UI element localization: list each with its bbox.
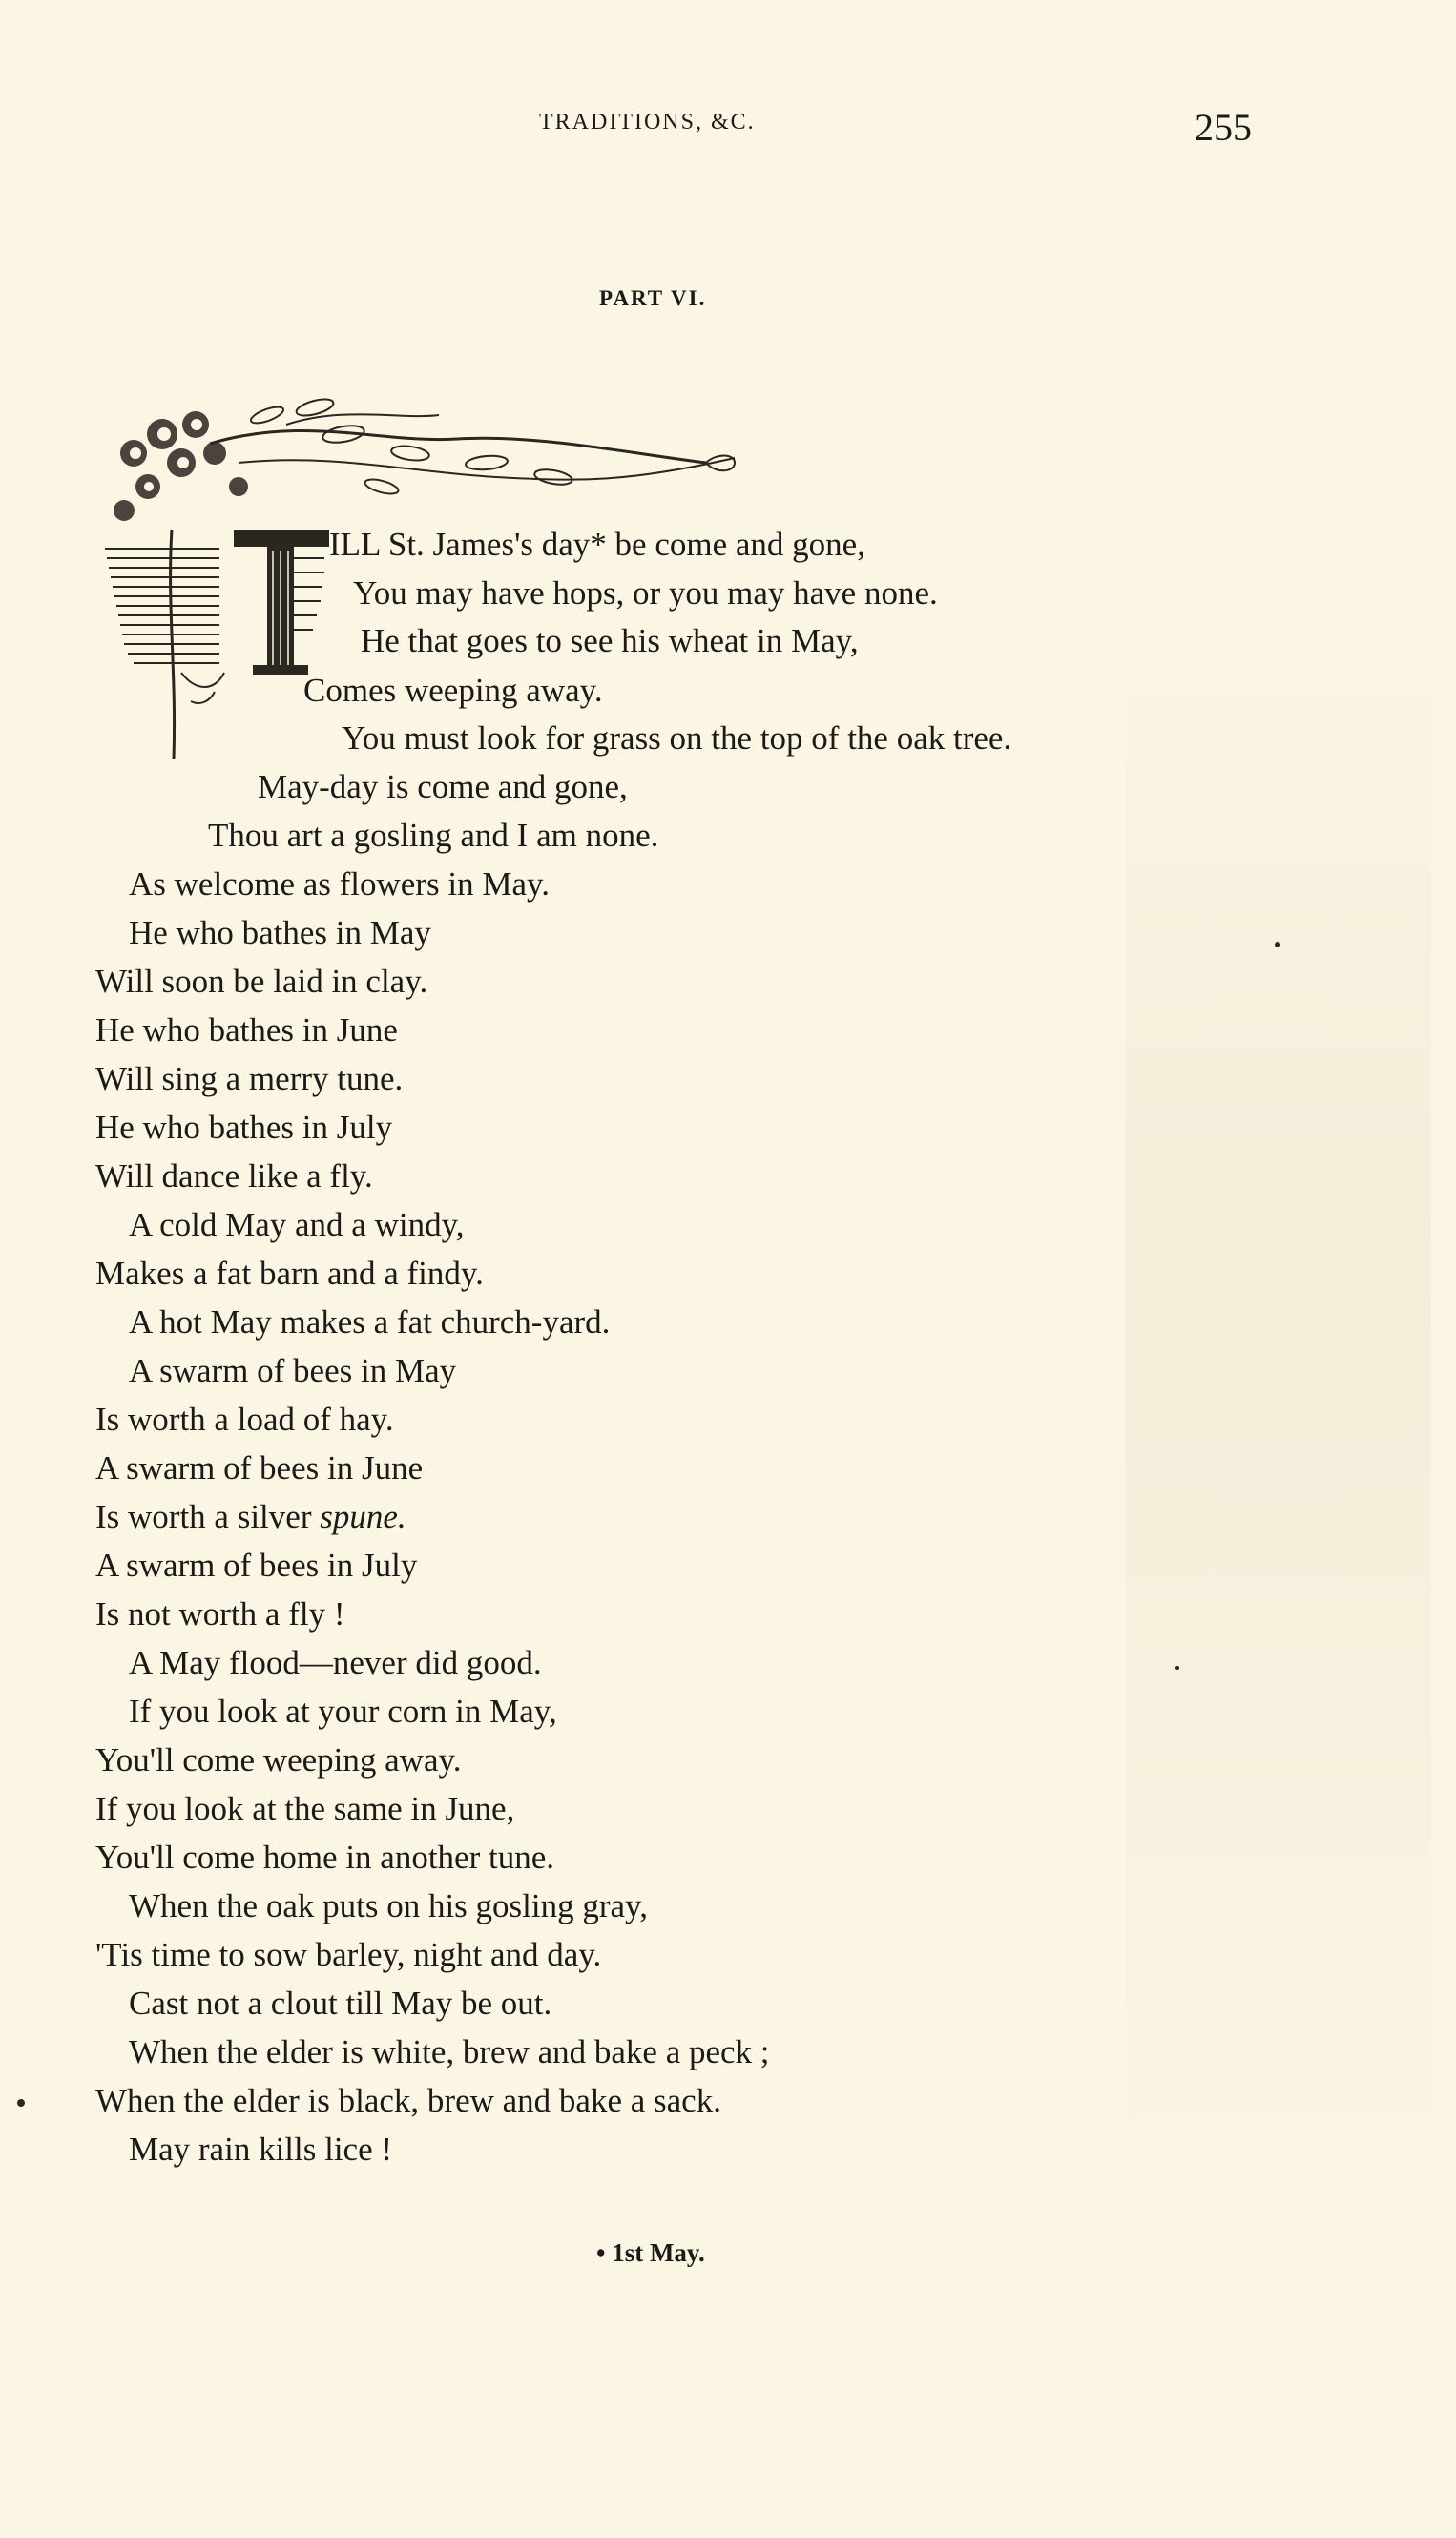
verse-line: Will sing a merry tune. (95, 1060, 404, 1097)
verse-line: When the oak puts on his gosling gray, (129, 1887, 649, 1924)
verse-line: A swarm of bees in June (95, 1449, 424, 1487)
verse-line: He that goes to see his wheat in May, (361, 622, 859, 659)
footnote: • 1st May. (596, 2238, 705, 2267)
verse-line: ILL St. James's day* be come and gone, (329, 526, 865, 563)
italic-word: spune. (320, 1498, 406, 1535)
verse-line: When the elder is black, brew and bake a sack. (95, 2082, 721, 2119)
verse-line: You'll come home in another tune. (95, 1839, 555, 1876)
verse-line: A swarm of bees in May (129, 1352, 457, 1389)
page-number: 255 (1195, 106, 1252, 149)
verse-line: If you look at the same in June, (95, 1790, 515, 1827)
verse-line: Is worth a load of hay. (95, 1401, 394, 1438)
verse-line: You may have hops, or you may have none. (353, 574, 938, 612)
verse-line: If you look at your corn in May, (129, 1693, 557, 1730)
stray-mark (17, 2099, 25, 2107)
verse-line: A May flood—never did good. (129, 1644, 542, 1681)
verse-line: You must look for grass on the top of the oak tree. (342, 719, 1012, 757)
stray-mark (1175, 1666, 1179, 1670)
verse-line: A cold May and a windy, (129, 1206, 465, 1243)
verse-line: You'll come weeping away. (95, 1741, 462, 1779)
stray-mark (1275, 942, 1280, 947)
verse-line: When the elder is white, brew and bake a peck ; (129, 2033, 770, 2070)
verse-line: Thou art a gosling and I am none. (208, 817, 659, 854)
verse-line: A hot May makes a fat church-yard. (129, 1303, 611, 1341)
verse-line: A swarm of bees in July (95, 1547, 418, 1584)
verse-line: Will soon be laid in clay. (95, 963, 428, 1000)
show-through-shadow (1126, 534, 1431, 2347)
verse-line: 'Tis time to sow barley, night and day. (95, 1936, 602, 1973)
part-heading: PART VI. (599, 286, 707, 310)
verse-line: Is not worth a fly ! (95, 1595, 345, 1633)
verse-line: He who bathes in July (95, 1109, 393, 1146)
verse-line-text: Is worth a silver (95, 1498, 321, 1535)
verse-line: He who bathes in May (129, 914, 431, 951)
verse-line (95, 1500, 406, 1533)
verse-line: Will dance like a fly. (95, 1157, 373, 1195)
verse-line: Cast not a clout till May be out. (129, 1985, 552, 2022)
verse-line: As welcome as flowers in May. (129, 865, 550, 903)
verse-line: Comes weeping away. (303, 672, 603, 709)
verse-line: He who bathes in June (95, 1011, 398, 1049)
verse-line: Makes a fat barn and a findy. (95, 1255, 484, 1292)
running-head: TRADITIONS, &C. (539, 110, 756, 135)
verse-line: May rain kills lice ! (129, 2131, 393, 2168)
verse-line: May-day is come and gone, (258, 768, 628, 805)
